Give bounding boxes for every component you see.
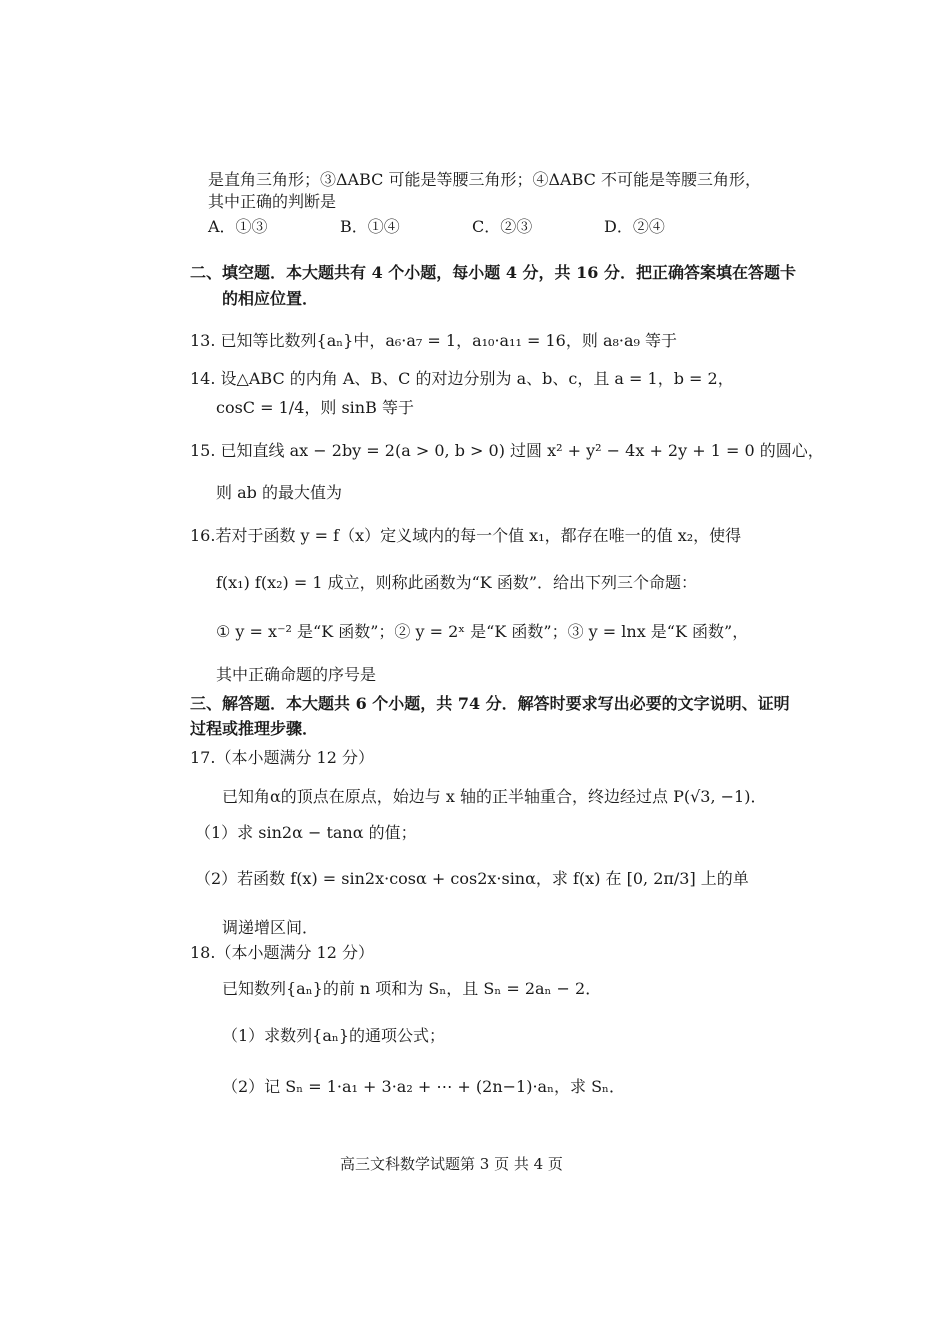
section3-heading-line1: 三、解答题．本大题共 6 个小题，共 74 分．解答时要求写出必要的文字说明、证明: [190, 694, 790, 713]
question-15-line2: 则 ab 的最大值为: [216, 483, 342, 502]
question-16-line1: 16.若对于函数 y = f（x）定义域内的每一个值 x₁，都存在唯一的值 x₂，使得: [190, 526, 742, 545]
q12-option-c: C．②③: [472, 217, 533, 236]
question-15-line1: 15. 已知直线 ax − 2by = 2(a > 0, b > 0) 过圆 x² + y² − 4x + 2y + 1 = 0 的圆心，: [190, 441, 824, 460]
section2-heading-line1: 二、填空题．本大题共有 4 个小题，每小题 4 分，共 16 分．把正确答案填在答题卡: [190, 263, 796, 282]
question-13: 13. 已知等比数列{aₙ}中，a₆·a₇ = 1，a₁₀·a₁₁ = 16，则 a₈·a₉ 等于: [190, 331, 678, 350]
section3-heading-line2: 过程或推理步骤．: [190, 719, 319, 738]
question-17-part2: （2）若函数 f(x) = sin2x·cosα + cos2x·sinα，求 f(x) 在 [0, 2π/3] 上的单: [195, 869, 749, 888]
question-18-part1: （1）求数列{aₙ}的通项公式；: [222, 1026, 446, 1045]
question-18-header: 18.（本小题满分 12 分）: [190, 943, 374, 962]
question-16-line3: ① y = x⁻² 是“K 函数”；② y = 2ˣ 是“K 函数”；③ y = lnx 是“K 函数”，: [216, 622, 749, 641]
question-17-part2-continuation: 调递增区间．: [222, 918, 319, 937]
q12-option-d: D．②④: [604, 217, 665, 236]
question-16-line4: 其中正确命题的序号是: [216, 665, 377, 684]
q12-option-a: A．①③: [208, 217, 268, 236]
question-17-part1: （1）求 sin2α − tanα 的值；: [195, 823, 417, 842]
q12-continuation-line1: 是直角三角形；③ΔABC 可能是等腰三角形；④ΔABC 不可能是等腰三角形，: [208, 170, 761, 189]
question-14-line2: cosC = 1/4，则 sinB 等于: [216, 398, 414, 417]
question-14-line1: 14. 设△ABC 的内角 A、B、C 的对边分别为 a、b、c，且 a = 1，b = 2，: [190, 369, 734, 388]
q12-option-b: B．①④: [340, 217, 400, 236]
page-footer: 高三文科数学试题第 3 页 共 4 页: [340, 1155, 563, 1173]
question-17-stem: 已知角α的顶点在原点，始边与 x 轴的正半轴重合，终边经过点 P(√3, −1)．: [222, 787, 767, 806]
question-18-stem: 已知数列{aₙ}的前 n 项和为 Sₙ，且 Sₙ = 2aₙ − 2．: [222, 979, 602, 998]
question-18-part2: （2）记 Sₙ = 1·a₁ + 3·a₂ + ⋯ + (2n−1)·aₙ，求 Sₙ．: [222, 1077, 625, 1096]
question-16-line2: f(x₁) f(x₂) = 1 成立，则称此函数为“K 函数”．给出下列三个命题：: [216, 573, 698, 592]
section2-heading-line2: 的相应位置．: [222, 289, 319, 308]
question-17-header: 17.（本小题满分 12 分）: [190, 748, 374, 767]
q12-continuation-line2: 其中正确的判断是: [208, 192, 337, 211]
